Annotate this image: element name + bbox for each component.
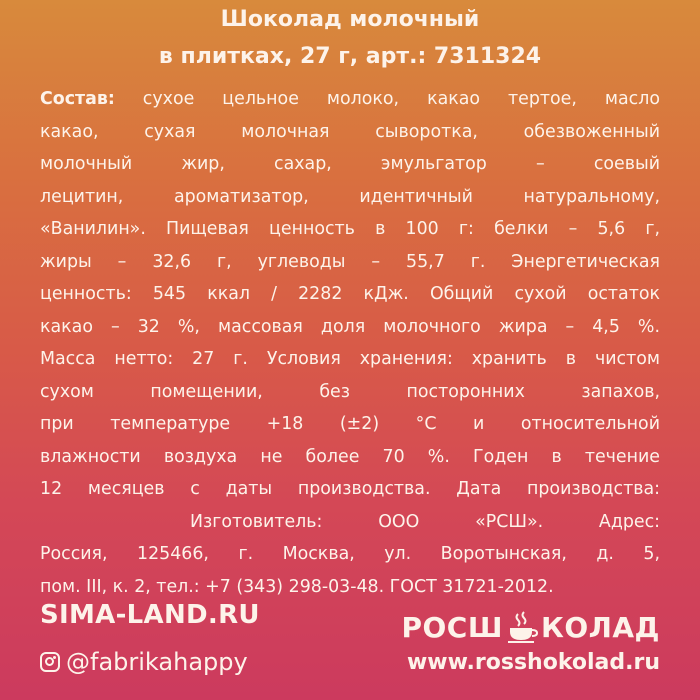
storage-line: 12 месяцев с даты производства. Дата производства:: [40, 479, 660, 499]
composition-line: какао – 32 %, массовая доля молочного жира – 4,5 %.: [40, 316, 660, 337]
manufacturer-line: Изготовитель: ООО «РСШ». Адрес:: [190, 511, 660, 532]
composition-line: жиры – 32,6 г, углеводы – 55,7 г. Энергетическая: [40, 251, 660, 272]
composition-line: «Ванилин». Пищевая ценность в 100 г: белки – 5,6 г,: [40, 219, 660, 239]
composition-text: [40, 83, 660, 603]
composition-line: Состав: сухое цельное молоко, какао тертое, масло: [40, 89, 660, 109]
storage-line: влажности воздуха не более 70 %. Годен в течение: [40, 446, 660, 467]
instagram-icon: [40, 652, 60, 672]
product-title-line-1: Шоколад молочный: [220, 7, 480, 32]
manufacturer-line: пом. III, к. 2, тел.: +7 (343) 298-03-48. ГОСТ 31721-2012.: [40, 576, 554, 597]
storage-line: при температуре +18 (±2) °С и относительной: [40, 414, 660, 434]
logo-text-right: КОЛАД: [540, 611, 660, 644]
logo-text-left: РОСШ: [401, 611, 503, 644]
composition-label: Состав:: [40, 89, 115, 109]
rosshokolad-url-link[interactable]: www.rosshokolad.ru: [406, 650, 660, 675]
composition-line: какао, сухая молочная сыворотка, обезвоженный: [40, 121, 660, 142]
composition-line: лецитин, ароматизатор, идентичный натуральному,: [40, 186, 660, 207]
storage-line: Масса нетто: 27 г. Условия хранения: хранить в чистом: [40, 349, 660, 369]
instagram-handle-text: @fabrikahappy: [66, 648, 248, 676]
rosshokolad-logo: [401, 610, 660, 644]
coffee-cup-icon: [505, 610, 539, 644]
sima-land-link[interactable]: SIMA-LAND.RU: [40, 600, 260, 630]
instagram-handle[interactable]: [40, 648, 248, 676]
composition-line: ценность: 545 ккал / 2282 кДж. Общий сухой остаток: [40, 284, 660, 304]
composition-line: молочный жир, сахар, эмульгатор – соевый: [40, 154, 660, 174]
product-title-line-2: в плитках, 27 г, арт.: 7311324: [158, 44, 542, 69]
manufacturer-line: Россия, 125466, г. Москва, ул. Воротынская, д. 5,: [40, 544, 660, 564]
storage-line: сухом помещении, без посторонних запахов,: [40, 381, 660, 402]
